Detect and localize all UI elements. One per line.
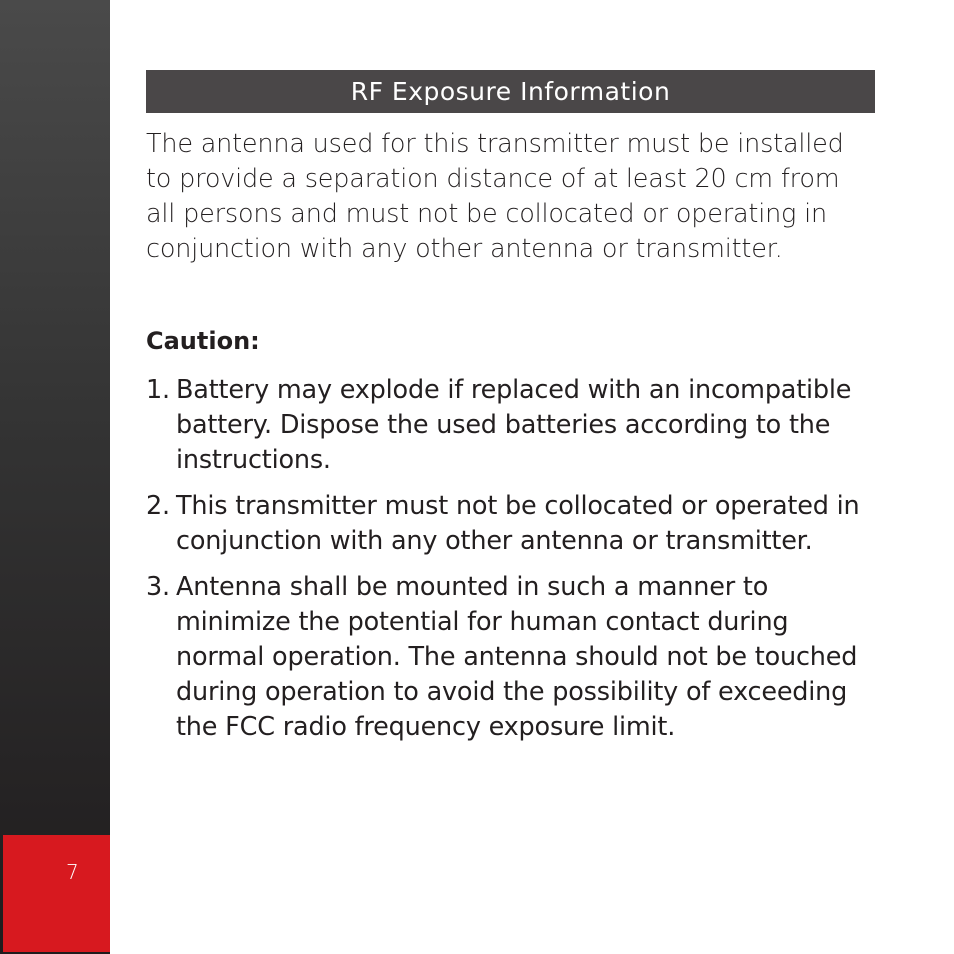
page-content	[146, 70, 875, 756]
caution-item-1	[146, 373, 875, 478]
caution-list	[146, 373, 875, 745]
caution-item-3	[146, 570, 875, 745]
caution-item-text: Battery may explode if replaced with an incompatible battery. Dispose the used batteries according to the instructions.	[176, 375, 852, 475]
caution-item-text: This transmitter must not be collocated or operated in conjunction with any other antenna or transmitter.	[176, 491, 860, 556]
caution-heading: Caution:	[146, 327, 260, 355]
caution-item-number: 2.	[146, 491, 170, 521]
page-number-tab	[3, 835, 110, 952]
page-number: 7	[66, 860, 79, 884]
caution-item-number: 3.	[146, 572, 170, 602]
rf-exposure-paragraph: The antenna used for this transmitter must be installed to provide a separation distance of at least 20 cm from all persons and must not be collocated or operating in conjunction with any other antenna or transmitter.	[146, 129, 844, 264]
caution-item-text: Antenna shall be mounted in such a manner to minimize the potential for human contact during normal operation. The antenna should not be touched during operation to avoid the possibility of exceeding the FCC radio frequency exposure limit.	[176, 572, 858, 742]
caution-item-2	[146, 489, 875, 559]
page-sidebar	[0, 0, 110, 954]
section-header-rf-exposure: RF Exposure Information	[146, 70, 875, 113]
caution-item-number: 1.	[146, 375, 170, 405]
